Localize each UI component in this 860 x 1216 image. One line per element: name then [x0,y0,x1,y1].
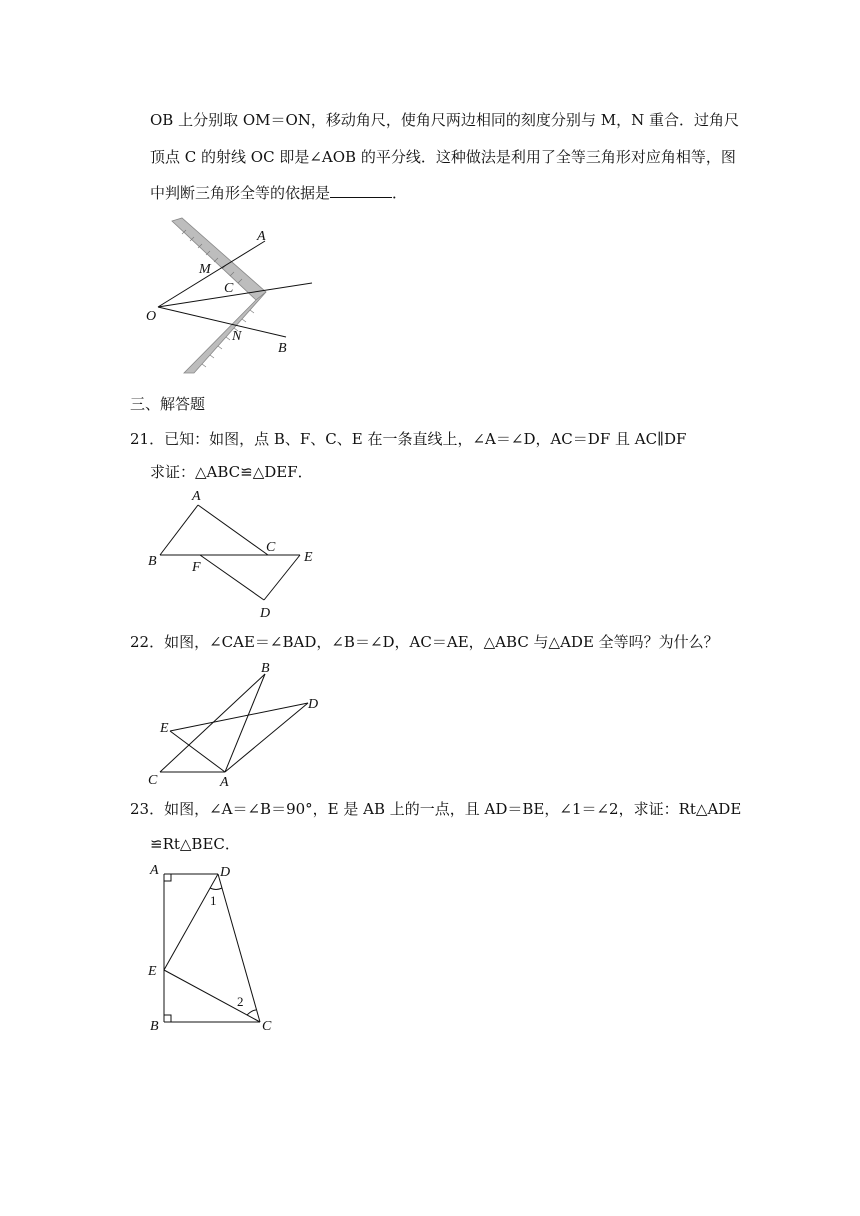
label-E: E [304,550,313,565]
angle-arc-1 [210,888,222,890]
answer-blank[interactable] [330,183,392,198]
segment-AC [198,505,268,555]
problem23-text-line2: ≌Rt△BEC． [150,835,240,853]
label-E: E [160,721,169,736]
segment-FD [200,555,264,600]
label-A: A [192,489,201,504]
label-D: D [220,865,231,880]
problem20-text-line1: OB 上分别取 OM＝ON，移动角尺，使角尺两边相同的刻度分别与 M，N 重合．过角尺 [150,111,739,129]
segment-AB [160,505,198,555]
label-B: B [261,661,270,676]
problem20-text-line3-end: ． [392,184,408,202]
figure-problem23 [140,860,300,1040]
label-D: D [308,697,319,712]
ray-OB [158,307,286,337]
label-B: B [148,554,157,569]
section-heading: 三、解答题 [130,395,206,413]
label-D: D [260,606,271,621]
label-A: A [257,229,266,244]
label-C: C [262,1019,272,1034]
segment-AB [225,674,265,772]
ruler-lower-arm [184,292,266,373]
segment-ED [170,703,308,731]
problem20-text-line3-start: 中判断三角形全等的依据是 [150,184,331,202]
label-B: B [150,1019,159,1034]
label-A: A [150,863,159,878]
label-N: N [232,329,242,344]
label-A: A [220,775,229,790]
figure-problem22 [140,660,340,790]
angle-arc-2 [247,1010,256,1015]
label-O: O [146,309,157,324]
segment-CB [160,674,265,772]
label-angle-2: 2 [237,994,244,1009]
right-angle-mark-B [164,1015,171,1022]
segment-EC [164,970,260,1022]
figure-angle-ruler [140,215,330,375]
segment-ED [264,555,300,600]
problem21-text-line1: 21．已知：如图，点 B、F、C、E 在一条直线上，∠A＝∠D，AC＝DF 且 AC∥DF [130,430,687,448]
ray-OC [158,283,312,307]
label-angle-1: 1 [210,893,217,908]
label-M: M [199,262,211,277]
label-E: E [148,964,157,979]
problem21-text-line2: 求证：△ABC≌△DEF． [150,463,313,481]
segment-AD [225,703,308,772]
label-C: C [148,773,158,788]
label-C: C [266,540,276,555]
label-F: F [192,560,201,575]
right-angle-mark-A [164,874,171,881]
problem20-text-line3 [150,182,407,204]
label-C: C [224,281,234,296]
problem20-text-line2: 顶点 C 的射线 OC 即是∠AOB 的平分线．这种做法是利用了全等三角形对应角相等，图 [150,148,736,166]
figure-problem21 [140,485,330,625]
problem23-text-line1: 23．如图，∠A＝∠B＝90°，E 是 AB 上的一点，且 AD＝BE，∠1＝∠2，求证：Rt△ADE [130,800,742,818]
problem22-text-line1: 22．如图，∠CAE＝∠BAD，∠B＝∠D，AC＝AE，△ABC 与△ADE 全等吗？为什么？ [130,633,719,651]
label-B: B [278,341,287,356]
